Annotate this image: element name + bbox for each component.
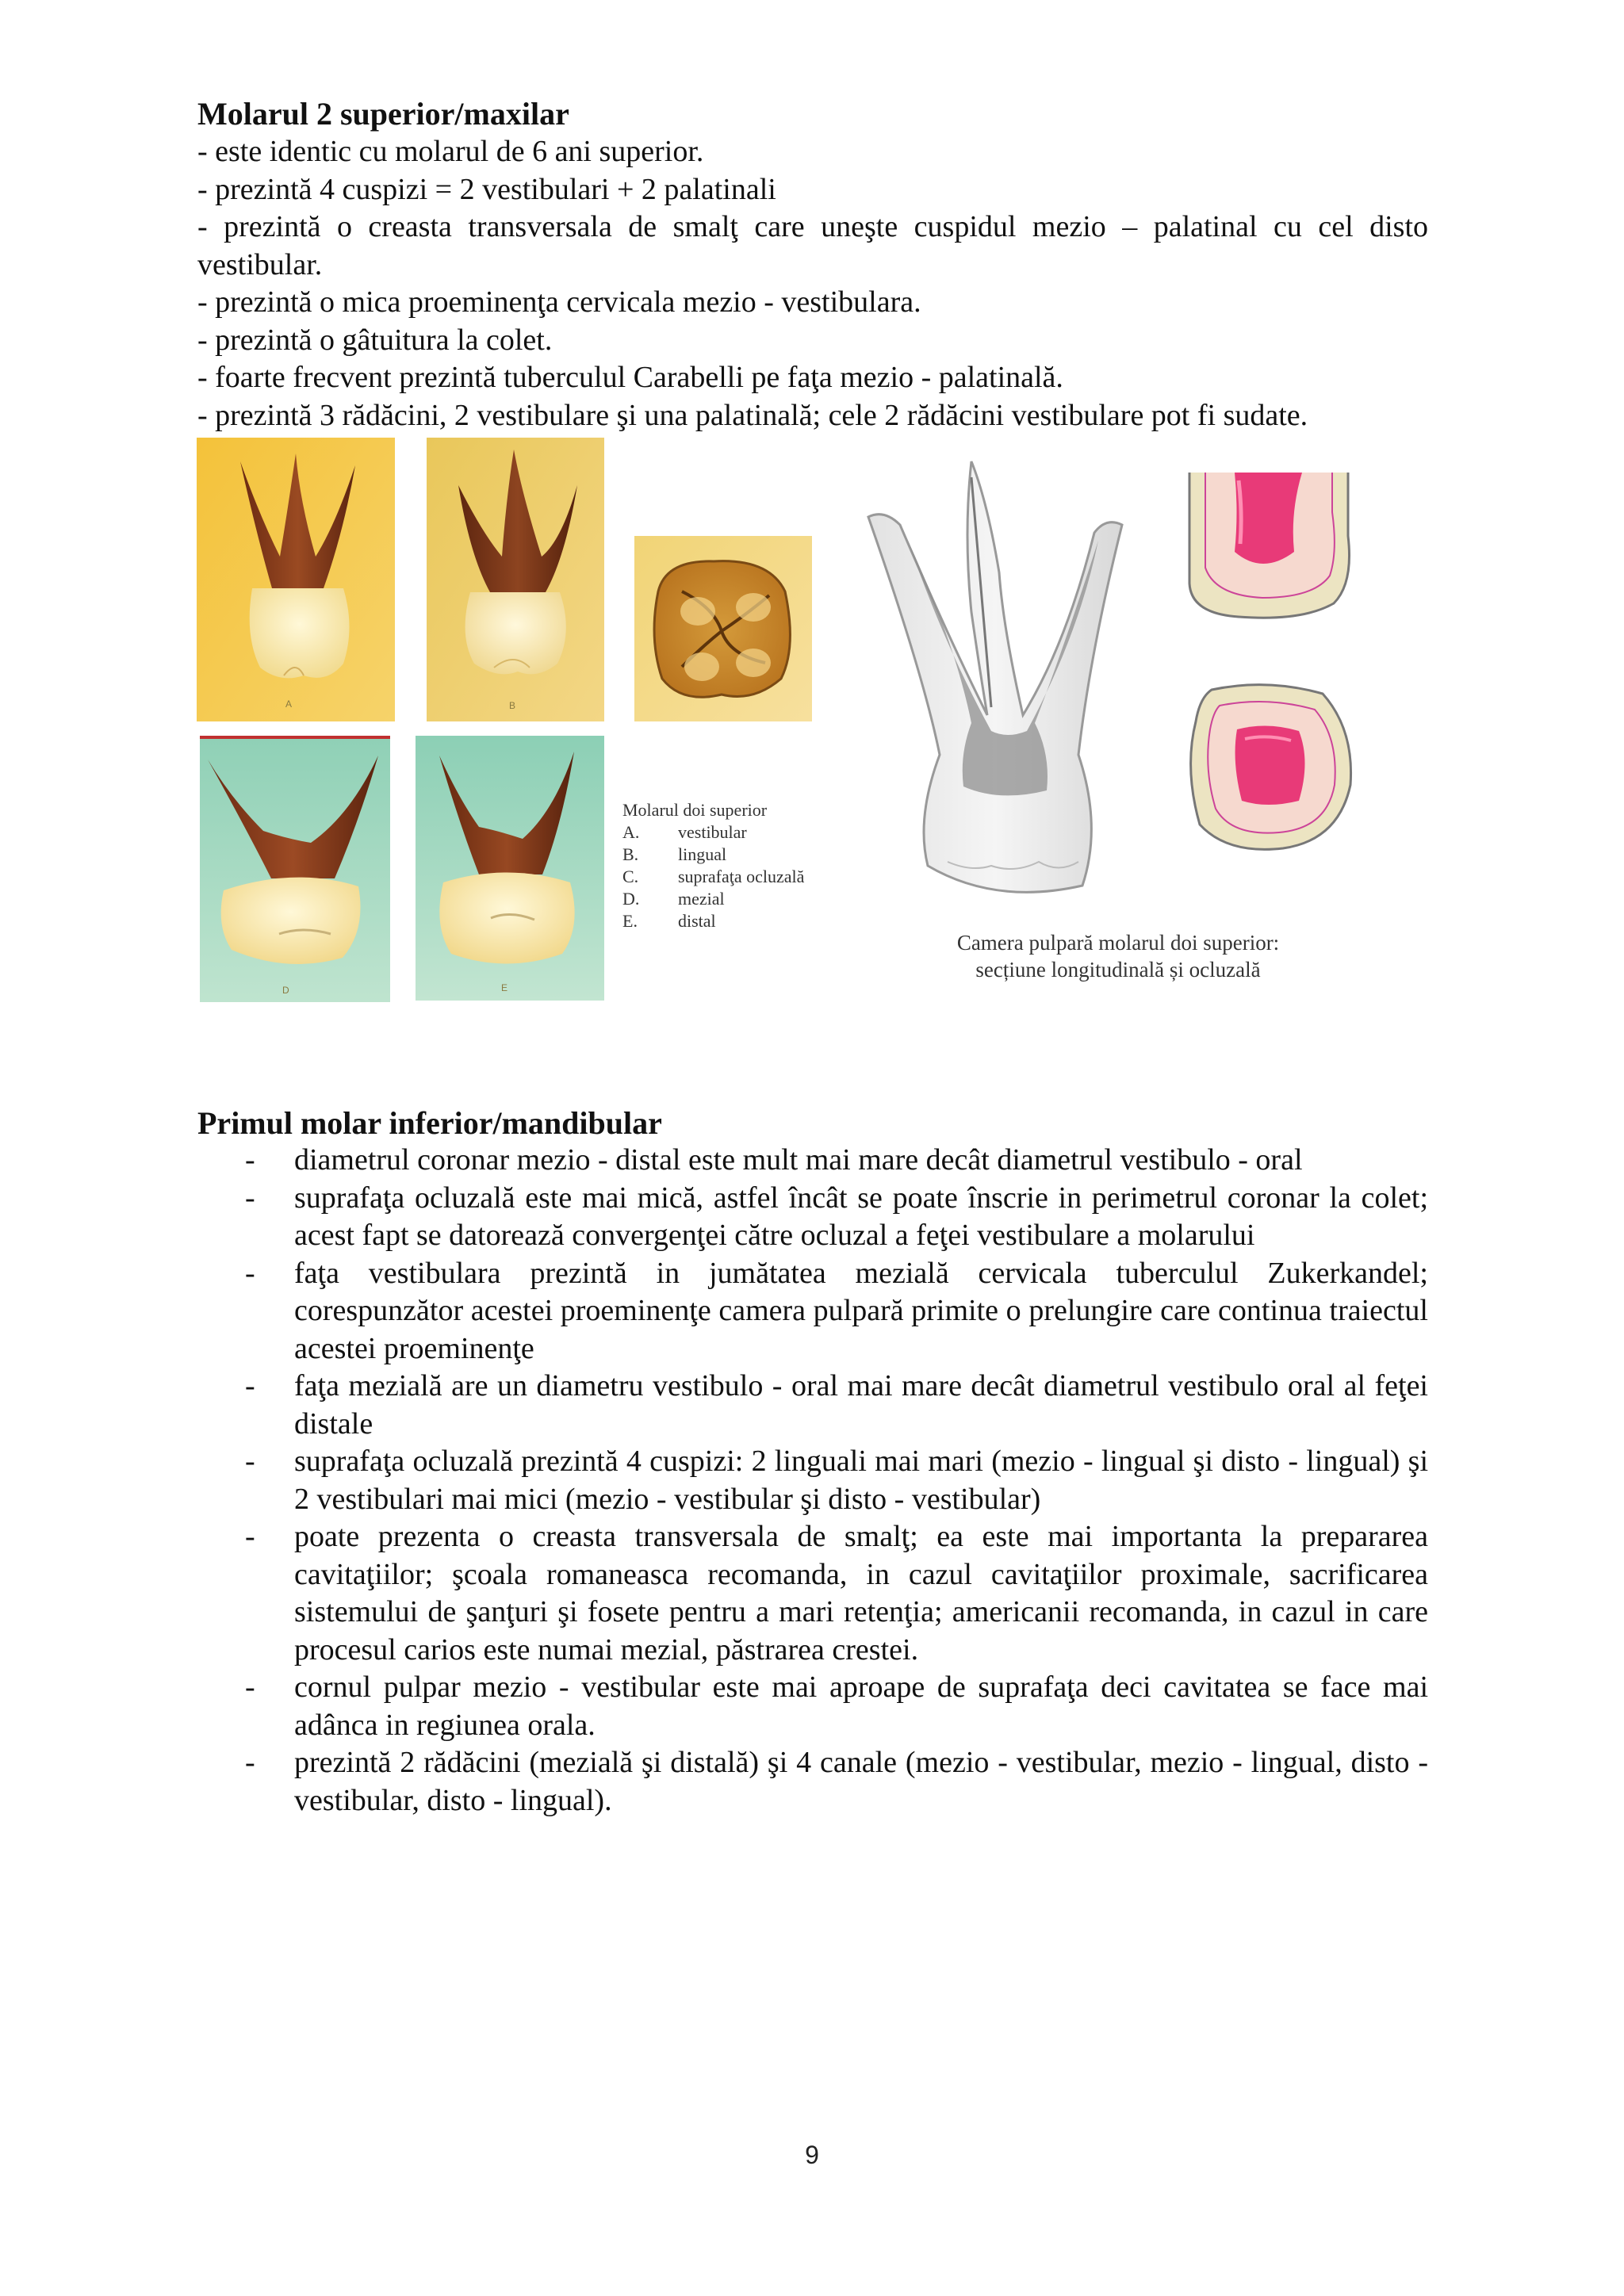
- caption-text: lingual: [678, 844, 727, 864]
- caption-text: suprafaţa ocluzală: [678, 867, 805, 886]
- list-item: [197, 1368, 1428, 1443]
- list-item: [197, 1744, 1428, 1820]
- figure-caption-pulp-chamber: [928, 929, 1308, 983]
- caption-letter: C.: [622, 867, 639, 886]
- tooth-plate-lingual: [427, 438, 604, 721]
- list-item: [197, 1518, 1428, 1669]
- description-line: - este identic cu molarul de 6 ani superior.: [197, 135, 704, 168]
- section-title-upper-second-molar: Molarul 2 superior/maxilar: [197, 96, 569, 132]
- section-title-lower-first-molar: Primul molar inferior/mandibular: [197, 1105, 662, 1141]
- description-line: - prezintă o gâtuitura la colet.: [197, 323, 553, 357]
- svg-text:E: E: [501, 982, 508, 993]
- list-item-text: diametrul coronar mezio - distal este mult mai mare decât diametrul vestibulo - oral: [294, 1143, 1303, 1177]
- tooth-plate-vestibular: [197, 438, 395, 721]
- caption-letter: A.: [622, 822, 640, 842]
- lower-molar-list: [197, 1142, 1428, 1820]
- list-item: [197, 1180, 1428, 1255]
- caption-item: [622, 844, 804, 866]
- list-bullet: -: [245, 1445, 255, 1478]
- tooth-plate-occlusal: [634, 536, 812, 721]
- list-bullet: -: [245, 1143, 255, 1177]
- list-item-text: faţa mezială are un diametru vestibulo - oral mai mare decât diametrul vestibulo oral al feţei distale: [294, 1369, 1428, 1441]
- caption-line: Camera pulpară molarul doi superior:: [956, 931, 1280, 955]
- list-bullet: -: [245, 1520, 255, 1553]
- list-item: [197, 1443, 1428, 1518]
- svg-text:B: B: [509, 700, 516, 711]
- svg-text:A: A: [285, 698, 293, 710]
- list-bullet: -: [245, 1369, 255, 1402]
- caption-title: Molarul doi superior: [622, 800, 768, 820]
- list-item-text: cornul pulpar mezio - vestibular este mai aproape de suprafaţa deci cavitatea se face mai adânca in regiunea orala.: [294, 1670, 1428, 1742]
- list-bullet: -: [245, 1256, 255, 1290]
- description-line: - prezintă o mica proeminenţa cervicala mezio - vestibulara.: [197, 285, 921, 319]
- list-item: [197, 1142, 1428, 1180]
- pulp-chamber-longitudinal-section: [852, 453, 1138, 912]
- description-line: - foarte frecvent prezintă tuberculul Carabelli pe faţa mezio - palatinală.: [197, 361, 1063, 394]
- caption-item: [622, 910, 804, 932]
- caption-text: mezial: [678, 889, 725, 909]
- list-item-text: suprafaţa ocluzală prezintă 4 cuspizi: 2 linguali mai mari (mezio - lingual şi disto - lingual) şi 2 vestibulari mai mici (mezio - vestibular şi disto - vestibular): [294, 1445, 1428, 1516]
- page-number: 9: [805, 2141, 819, 2169]
- caption-item: [622, 821, 804, 844]
- list-item-text: prezintă 2 rădăcini (mezială şi distală) şi 4 canale (mezio - vestibular, mezio - lingual, disto - vestibular, disto - lingual).: [294, 1746, 1428, 1817]
- caption-text: distal: [678, 911, 716, 931]
- list-item-text: suprafaţa ocluzală este mai mică, astfel încât se poate înscrie in perimetrul coronar la colet; acest fapt se datorează convergenţei către ocluzal a feţei vestibulare a molarului: [294, 1181, 1428, 1252]
- figure-caption-views: [622, 799, 804, 932]
- caption-line: secțiune longitudinală și ocluzală: [975, 958, 1261, 982]
- pulp-chamber-longitudinal-crown: [1175, 465, 1362, 623]
- list-item: [197, 1255, 1428, 1368]
- upper-molar-description: [197, 133, 1428, 434]
- list-item: [197, 1669, 1428, 1744]
- description-line: - prezintă 4 cuspizi = 2 vestibulari + 2 palatinali: [197, 172, 776, 206]
- list-bullet: -: [245, 1746, 255, 1779]
- caption-text: vestibular: [678, 822, 747, 842]
- pulp-chamber-occlusal-section: [1180, 674, 1362, 861]
- list-item-text: poate prezenta o creasta transversala de smalţ; ea este mai importanta la prepararea cavitaţiilor; şcoala romaneasca recomanda, in cazul cavitaţiilor proximale, sacrificarea sistemului de şanţuri şi fosete pentru a mari retenţia; americanii recomanda, in cazul in care procesul carios este numai mezial, păstrarea crestei.: [294, 1520, 1428, 1667]
- list-bullet: -: [245, 1181, 255, 1215]
- list-bullet: -: [245, 1670, 255, 1704]
- caption-item: [622, 888, 804, 910]
- list-item-text: faţa vestibulara prezintă in jumătatea mezială cervicala tuberculul Zukerkandel; corespunzător acestei proeminenţe camera pulpară primite o prelungire care continua traiectul acestei proeminenţe: [294, 1256, 1428, 1365]
- caption-letter: B.: [622, 844, 639, 864]
- description-line: - prezintă 3 rădăcini, 2 vestibulare şi una palatinală; cele 2 rădăcini vestibulare pot fi sudate.: [197, 398, 1308, 432]
- caption-letter: D.: [622, 889, 640, 909]
- description-line: - prezintă o creasta transversala de smalţ care uneşte cuspidul mezio – palatinal cu cel disto vestibular.: [197, 210, 1428, 281]
- tooth-plate-mesial: [200, 736, 390, 1002]
- tooth-plate-distal: [416, 736, 604, 1001]
- caption-letter: E.: [622, 911, 638, 931]
- caption-item: [622, 866, 804, 888]
- svg-text:D: D: [282, 985, 289, 996]
